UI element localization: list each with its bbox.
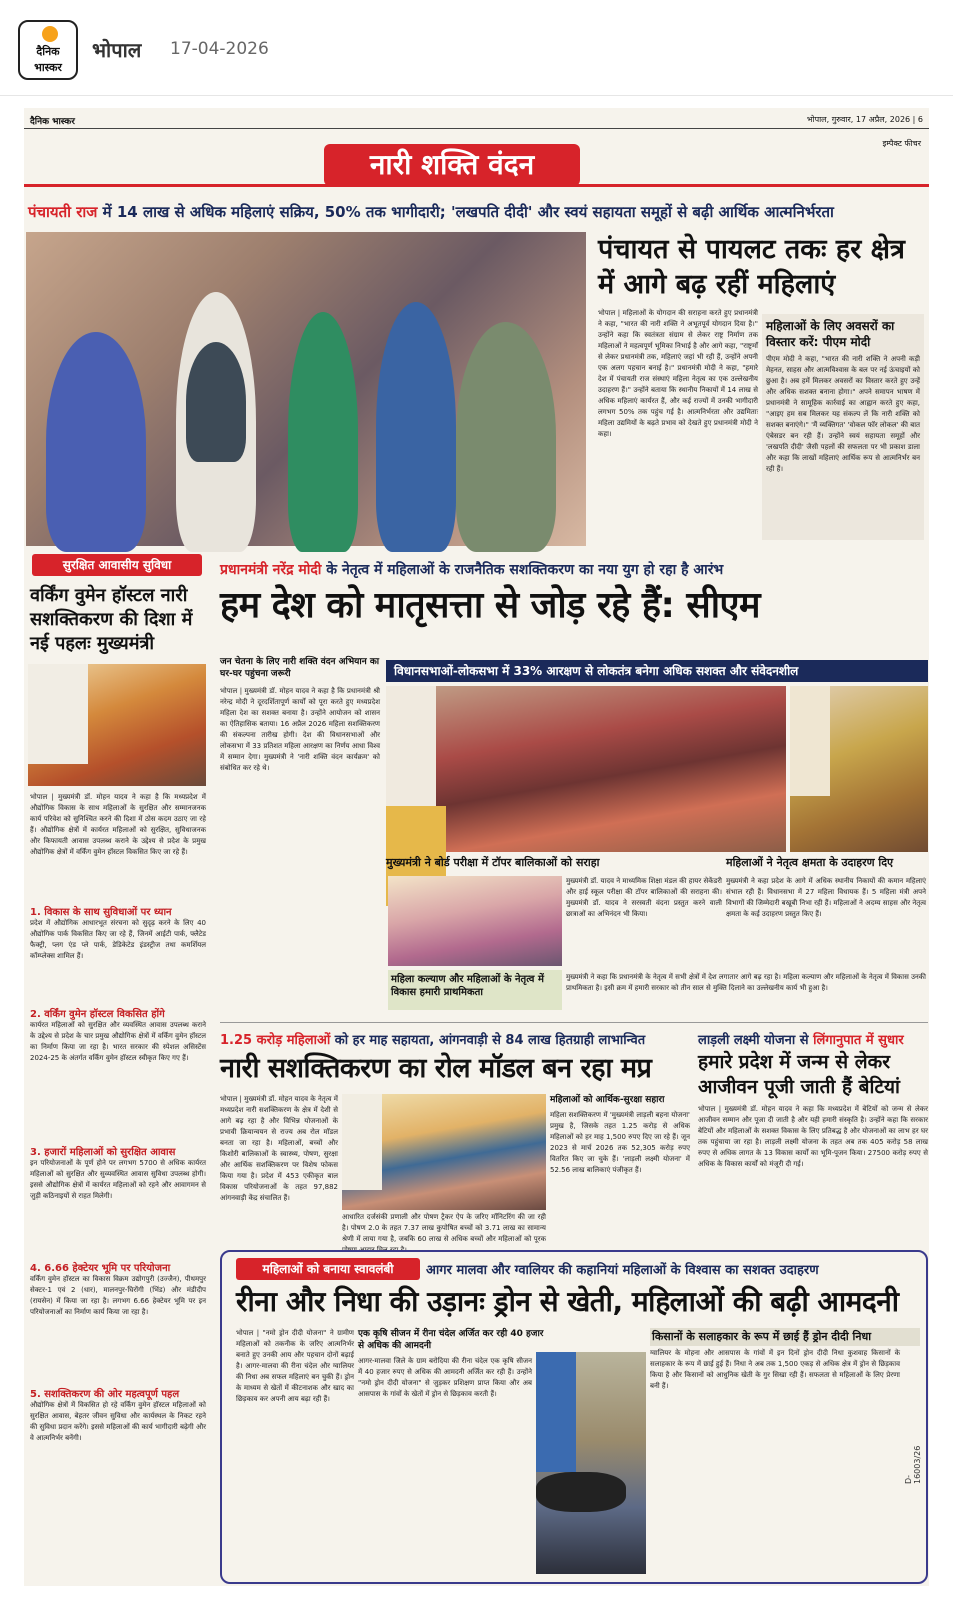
hostel-section3-title: 3. हजारों महिलाओं को सुरक्षित आवास [30, 1147, 176, 1158]
kicker-sex-ratio-red: लिंगानुपात में सुधार [813, 1033, 904, 1048]
kicker-agar-gwalior: आगर मालवा और ग्वालियर की कहानियां महिलाओं के विश्वास का सशक्त उदाहरण [426, 1263, 819, 1278]
section-banner: नारी शक्ति वंदन [324, 144, 580, 186]
hostel-section4-title: 4. 6.66 हेक्टेयर भूमि पर परियोजना [30, 1263, 171, 1274]
headline-working-women-hostel: वर्किंग वुमेन हॉस्टल नारी सशक्तिकरण की दिशा में नई पहलः मुख्यमंत्री [30, 585, 193, 654]
photo-cm-with-women-group [342, 1094, 546, 1210]
kicker-sex-ratio-rest: लाड़ली लक्ष्मी योजना से [698, 1033, 814, 1048]
kicker-political-red: प्रधानमंत्री नरेंद्र मोदी [220, 562, 322, 578]
headline-panchayat-to-pilot: पंचायत से पायलट तकः हर क्षेत्र में आगे बढ़ रहीं महिलाएं [598, 234, 905, 300]
photo-cm-speech [28, 664, 206, 786]
story-reena: आगर-मालवा जिले के ग्राम बरोदिया की रीना चंदेल एक कृषि सीजन में 40 हजार रुपए से अधिक की आमदनी अर्जित कर रही हैं। उन्होंने "नमो ड्रोन दीदी योजना" से जुड़कर प्रशिक्षण प्राप्त किया और अब आसपास के गांवों के खेतों में ड्रोन से छिड़काव करती हैं। [358, 1357, 532, 1398]
photo-auditorium [386, 686, 786, 852]
dainik-bhaskar-logo[interactable] [18, 20, 78, 80]
hostel-section1-text: प्रदेश में औद्योगिक आधारभूत संरचना को सुदृढ़ करने के लिए 40 औद्योगिक पार्क विकसित किए जा रहे हैं, जिनमें आईटी पार्क, फ्लैटेड फैक्ट्री, प्लग एंड प्ले पार्क, डेडिकेटेड इंडस्ट्रीज तथा कमर्शियल कॉम्प्लेक्स शामिल हैं। [30, 919, 206, 960]
hostel-section4-text: वर्किंग वुमेन हॉस्टल का विकास विक्रम उद्योगपुरी (उज्जैन), पीथमपुर सेक्टर-1 एवं 2 (धार), मालनपुर-घिरोंगी (भिंड) और मंडीदीप (रायसेन) में किया जा रहा है। लगभग 6.66 हेक्टेयर भूमि पर इन परियोजनाओं का निर्माण कार्य किया जा रहा है। [30, 1275, 206, 1316]
story-role-model: भोपाल | मुख्यमंत्री डॉ. मोहन यादव के नेतृत्व में मध्यप्रदेश नारी सशक्तिकरण के क्षेत्र में देशी से आगे बढ़ रहा है और विभिन्न योजनाओं के प्रभावी क्रियान्वयन से राज्य अब रोल मॉडल बनता जा रहा है। महिलाओं, बच्चों और किशोरी बालिकाओं के स्वास्थ्य, पोषण, सुरक्षा और आर्थिक सशक्तिकरण पर विशेष फोकस किया गया है। प्रदेश में 453 एकीकृत बाल विकास परियोजनाओं के तहत 97,882 आंगनवाड़ी केंद्र संचालित हैं। [220, 1095, 338, 1202]
story-leadership: मुख्यमंत्री ने कहा प्रदेश के आगे में अधिक स्थानीय निकायों की कमान महिलाएं संभाल रही हैं। विधानसभा में 27 महिला विधायक हैं। 5 महिला मंत्री अपने विभागों की जिम्मेदारी बखूबी निभा रही हैं। महिलाओं ने अदम्य साहस और नेतृत्व क्षमता के कई उदाहरण प्रस्तुत किए हैं। [726, 877, 926, 918]
kicker-1-25-red: 1.25 करोड़ महिलाओं [220, 1033, 331, 1048]
masthead-left: दैनिक भास्कर [30, 117, 75, 127]
story-daughters: भोपाल | मुख्यमंत्री डॉ. मोहन यादव ने कहा कि मध्यप्रदेश में बेटियों को जन्म से लेकर आजीवन सम्मान और पूजा दी जाती है और यही हमारी संस्कृति है। उन्होंने कहा कि सरकार बेटियों और महिलाओं के सशक्त विकास के लिए प्रतिबद्ध है और योजनाओं का लाभ हर घर तक पहुंचाया जा रहा है। लाड़ली लक्ष्मी योजना के तहत अब तक 405 करोड़ 58 लाख रुपए से अधिक लागत के 13 विकास कार्यों का भूमि-पूजन किया। 27500 करोड़ रुपए से अधिक के विकास कार्यों को मंजूरी दी गई। [698, 1105, 928, 1168]
hostel-section2-title: 2. वर्किंग वुमेन हॉस्टल विकसित होंगे [30, 1009, 165, 1020]
story-toppers: मुख्यमंत्री डॉ. यादव ने माध्यमिक शिक्षा मंडल की हायर सेकेंडरी और हाई स्कूल परीक्षा की टॉपर बालिकाओं की सराहना की। मुख्यमंत्री डॉ. यादव ने सरस्वती वंदना प्रस्तुत करने वाली छात्राओं का अभिनंदन भी किया। [566, 877, 722, 918]
story-ladli-behna: महिला सशक्तिकरण में 'मुख्यमंत्री लाड़ली बहना योजना' प्रमुख है, जिसके तहत 1.25 करोड़ से अधिक महिलाओं को हर माह 1,500 रुपए दिए जा रहे हैं। जून 2023 से मार्च 2026 तक 52,305 करोड़ रुपए वितरित किए जा चुके हैं। 'लाड़ली लक्ष्मी योजना' में 52.56 लाख बालिकाएं पंजीकृत हैं। [550, 1111, 690, 1174]
strip-safe-housing: सुरक्षित आवासीय सुविधा [32, 554, 202, 576]
logo-line1: दैनिक [36, 45, 60, 58]
photo-drone-didi [536, 1352, 646, 1574]
hostel-section1-title: 1. विकास के साथ सुविधाओं पर ध्यान [30, 907, 172, 918]
story-role-model-cont: आधारित दर्जसंकी प्रणाली और पोषण ट्रैकर ऐप के जरिए मॉनिटरिंग की जा रही है। पोषण 2.0 के तहत 7.37 लाख कुपोषित बच्चों को 3.71 लाख का सामान्य श्रेणी में लाया गया है, जबकि 60 लाख से अधिक बच्चों और महिलाओं को पूरक [342, 1213, 546, 1243]
photo-cm-lamp-lighting [790, 686, 928, 852]
subhead-leadership: महिलाओं ने नेतृत्व क्षमता के उदाहरण दिए [726, 856, 894, 869]
hostel-section2-text: कार्यरत महिलाओं को सुरक्षित और व्यवस्थित आवास उपलब्ध कराने के उद्देश्य से प्रदेश के चार प्रमुख औद्योगिक क्षेत्रों में वर्किंग वुमेन हॉस्टल का निर्माण किया जा रहा है। भारत सरकार की स्पेशल असिस्टेंस 2024-25 के अंतर्गत वर्किंग वुमेन हॉस्टल स्वीकृत किए गए हैं। [30, 1021, 206, 1062]
newspaper-page[interactable] [24, 108, 929, 1586]
story-pm-col2: पीएम मोदी ने कहा, "भारत की नारी शक्ति ने अपनी कड़ी मेहनत, साहस और आत्मविश्वास के बल पर नई ऊंचाइयों को छुआ है। अब हमें मिलकर अवसरों का विस्तार करते हुए उन्हें और अधिक सशक्त बनाना होगा।" अपने समापन भाषण में प्रधानमंत्री ने सामूहिक कार्रवाई का आह्वान करते हुए कहा, "आइए हम सब मिलकर यह संकल्प लें कि नारी शक्ति को सशक्त बनाएंगे।" 'मैं व्यक्तिगत' 'वोकल फॉर लोकल' की बात एंबेसडर बन रही हैं। उन्होंने स्वयं सहायता समूहों और 'लखपति दीदी' जैसी पहलों की सफलता पर भी प्रकाश डाला और कहा कि लाखों महिलाएं आर्थिक रूप से आत्मनिर्भर बन रही हैं। [766, 355, 920, 473]
kicker-1-25-crore [220, 1030, 688, 1048]
box-welfare-priority: महिला कल्याण और महिलाओं के नेतृत्व में विकास हमारी प्राथमिकता [388, 970, 562, 1010]
app-header [0, 0, 953, 96]
kicker-panchayat [28, 202, 928, 222]
story-cm-matrisatta: भोपाल | मुख्यमंत्री डॉ. मोहन यादव ने कहा है कि प्रधानमंत्री श्री नरेन्द्र मोदी ने दूरदर्शितापूर्ण कार्यों को पूरा करते हुए मध्यप्रदेश महिला देश का सशक्त बनाया है। उन्होंने आयोजन को शासन का ऐतिहासिक बताया। 16 अप्रैल 2026 महिला सशक्तिकरण की संकल्पना तारीख होगी। देश की विधानसभाओं और लोकसभा में 33 प्रतिशत महिला आरक्षण का निर्णय आधा विश्व में सम्मान देगा। मुख्यमंत्री ने 'नारी शक्ति वंदन कार्यक्रम' को संबोधित कर रहे थे। [220, 687, 380, 772]
kicker-1-25-rest: को हर माह सहायता, आंगनवाड़ी से 84 लाख हितग्राही लाभान्वित [330, 1033, 646, 1048]
kicker-panchayat-rest: में 14 लाख से अधिक महिलाएं सक्रिय, 50% तक भागीदारी; 'लखपति दीदी' और स्वयं सहायता समूहों से बढ़ी आर्थिक आत्मनिर्भरता [97, 203, 834, 221]
masthead-right: भोपाल, गुरुवार, 17 अप्रैल, 2026 | 6 [806, 115, 923, 124]
story-welfare-priority: मुख्यमंत्री ने कहा कि प्रधानमंत्री के नेतृत्व में सभी क्षेत्रों में देश लगातार आगे बढ़ रहा है। महिला कल्याण और महिलाओं के नेतृत्व में विकास उनकी प्राथमिकता है। इसी क्रम में हमारी सरकार को तीन साल से मुक्ति दिलाने का उल्लेखनीय कार्य भी हुआ है। [566, 973, 926, 992]
subhead-economic-security: महिलाओं को आर्थिक-सुरक्षा सहारा [550, 1095, 665, 1105]
story-pm-col1: भोपाल | महिलाओं के योगदान की सराहना करते हुए प्रधानमंत्री ने कहा, "भारत की नारी शक्ति ने अभूतपूर्व योगदान दिया है।" उन्होंने कहा कि स्वतंत्रता संग्राम से लेकर राष्ट्र निर्माण तक महिलाओं ने महत्वपूर्ण भूमिका निभाई है और आगे कहा, "राष्ट्रमाँ से लेकर प्रधानमंत्री तक, महिलाएं जहां भी रही हैं, उन्होंने अपनी एक अलग पहचान बनाई है।" प्रधानमंत्री मोदी ने कहा, "हमारे देश में पंचायती राज संस्थाएं महिला नेतृत्व का एक उल्लेखनीय उदाहरण हैं।" उन्होंने बताया कि स्थानीय निकायों में 14 लाख से अधिक महिलाएं कार्यरत हैं, और कई राज्यों में उनकी भागीदारी लगभग 50% तक पहुंच गई है। आत्मनिर्भरता और उद्यमिताः महिला उद्यमियों के बढ़ते प्रभाव को देखते हुए प्रधानमंत्री मोदी ने कहा। [598, 309, 758, 438]
section-divider [220, 1022, 928, 1023]
bar-33-percent-reservation: विधानसभाओं-लोकसभा में 33% आरक्षण से लोकतंत्र बनेगा अधिक सशक्त और संवेदनशील [386, 660, 928, 682]
hostel-section3-text: इन परियोजनाओं के पूर्ण होने पर लगभग 5700 से अधिक कार्यरत महिलाओं को सुरक्षित और सुव्यवस्थित आवास सुविधा उपलब्ध होगी। इससे औद्योगिक क्षेत्रों में कार्यरत महिलाओं को रहने और आवागमन से जुड़ी कठिनाइयों से राहत मिलेगी। [30, 1159, 206, 1200]
edition-date[interactable]: 17-04-2026 [170, 39, 269, 59]
hostel-section5-title: 5. सशक्तिकरण की ओर महत्वपूर्ण पहल [30, 1389, 180, 1400]
subhead-jan-chetna: जन चेतना के लिए नारी शक्ति वंदन अभियान का घर-घर पहुंचना जरूरी [220, 657, 380, 679]
banner-rule [24, 184, 929, 187]
story-drone-intro: भोपाल | "नमो ड्रोन दीदी योजना" ने ग्रामीण महिलाओं को तकनीक के जरिए आत्मनिर्भर बनाते हुए उनकी आय और पहचान दोनों बढ़ाई है। आगर-मालवा की रीना चंदेल और ग्वालियर की निधा अब सफल महिलाएं बन चुकी हैं। ड्रोन के माध्यम से खेतों में कीटनाशक और खाद का छिड़काव कर अपनी आय बढ़ा रही हैं। [236, 1329, 354, 1403]
hostel-section5-text: औद्योगिक क्षेत्रों में विकसित हो रहे वर्किंग वुमेन हॉस्टल महिलाओं को सुरक्षित आवास, बेहतर जीवन सुविधा और कार्यस्थल के निकट रहने की सुविधा प्रदान करेंगे। इससे महिलाओं की कार्य भागीदारी बढ़ेगी और वे आत्मनिर्भर बनेंगी। [30, 1401, 206, 1442]
story-nidha: ग्वालियर के मोहना और आसपास के गांवों में इन दिनों ड्रोन दीदी निधा कुशवाह किसानों के सलाहकार के रूप में छाई हुई हैं। निधा ने अब तक 1,500 एकड़ से अधिक क्षेत्र में ड्रोन से छिड़काव किया है और किसानों को आधुनिक खेती के गुर सिखा रही हैं। सफलता से महिलाओं के लिए प्रेरणा बनी हैं। [650, 1349, 900, 1390]
ad-code: D-16003/26 [904, 1445, 922, 1484]
kicker-political-rest: के नेतृत्व में महिलाओं के राजनैतिक सशक्तिकरण का नया युग हो रहा है आरंभ [321, 562, 724, 578]
masthead-divider [24, 128, 929, 129]
subhead-reena-income: एक कृषि सीजन में रीना चंदेल अर्जित कर रही 40 हजार से अधिक की आमदनी [358, 1329, 544, 1351]
headline-matrisatta: हम देश को मातृसत्ता से जोड़ रहे हैं: सीएम [220, 585, 760, 626]
kicker-political-empowerment [220, 560, 928, 579]
photo-toppers-group [388, 876, 562, 966]
edition-city[interactable]: भोपाल [92, 38, 142, 62]
story-hostel-intro: भोपाल | मुख्यमंत्री डॉ. मोहन यादव ने कहा है कि मध्यप्रदेश में औद्योगिक विकास के साथ महिलाओं के सुरक्षित और सम्मानजनक कार्य परिवेश को सुनिश्चित करने की दिशा में ठोस कदम उठाए जा रहे हैं। औद्योगिक क्षेत्रों में कार्यरत महिलाओं को सुरक्षित, सुविधाजनक और किफायती आवास उपलब्ध कराने के उद्देश्य से प्रदेश के प्रमुख औद्योगिक क्षेत्रों में वर्किंग वुमेन हॉस्टल विकसित किए जा रहे हैं। [30, 793, 206, 856]
photo-pm-with-women [26, 232, 586, 546]
headline-role-model-mp: नारी सशक्तिकरण का रोल मॉडल बन रहा मप्र [220, 1053, 652, 1084]
headline-daughters-worshipped: हमारे प्रदेश में जन्म से लेकर आजीवन पूजी जाती हैं बेटियां [698, 1051, 900, 1098]
sidebox-pm-title: महिलाओं के लिए अवसरों का विस्तार करें: पीएम मोदी [766, 319, 895, 349]
subhead-toppers: मुख्यमंत्री ने बोर्ड परीक्षा में टॉपर बालिकाओं को सराहा [386, 856, 600, 869]
kicker-sex-ratio [698, 1030, 928, 1048]
kicker-panchayat-red: पंचायती राज [28, 203, 98, 221]
headline-reena-nidha: रीना और निधा की उड़ानः ड्रोन से खेती, महिलाओं की बढ़ी आमदनी [236, 1285, 899, 1318]
sun-logo-icon [42, 26, 58, 42]
logo-line2: भास्कर [34, 61, 62, 74]
sidebox-pm [762, 314, 924, 540]
subhead-nidha-advisor: किसानों के सलाहकार के रूप में छाई हैं ड्रोन दीदी निधा [650, 1328, 920, 1346]
impact-feature-label: इम्पैक्ट फीचर [882, 139, 921, 148]
strip-self-reliant: महिलाओं को बनाया स्वावलंबी [236, 1258, 420, 1280]
